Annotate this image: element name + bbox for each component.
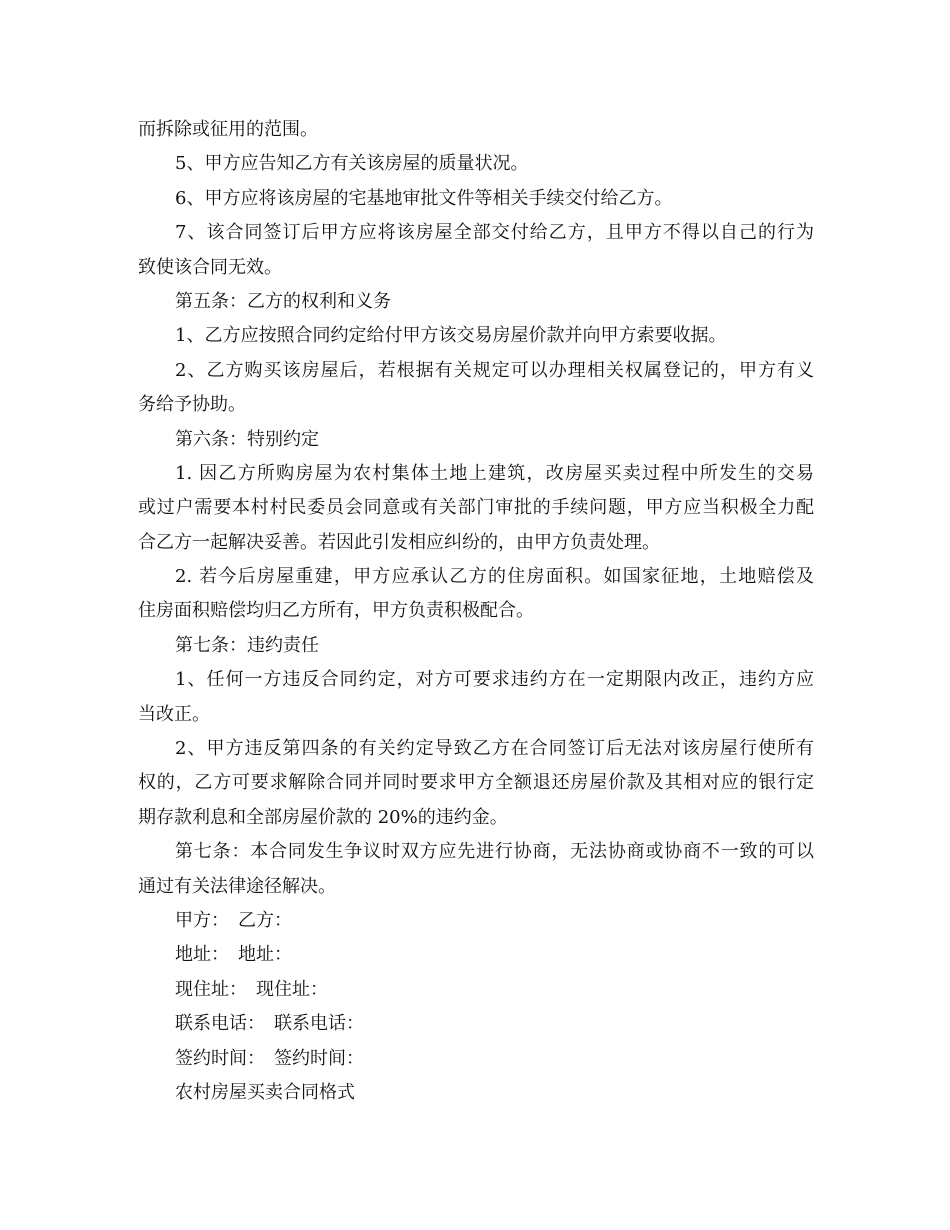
paragraph-line: 权的，乙方可要求解除合同并同时要求甲方全额退还房屋价款及其相对应的银行定 xyxy=(138,772,814,794)
paragraph-line: 期存款利息和全部房屋价款的 20%的违约金。 xyxy=(138,806,508,828)
paragraph-line: 当改正。 xyxy=(138,703,210,725)
signature-field-date: 签约时间： 签约时间： xyxy=(175,1047,364,1069)
document-title-footer: 农村房屋买卖合同格式 xyxy=(175,1081,355,1103)
signature-field-phone: 联系电话： 联系电话： xyxy=(175,1013,364,1035)
paragraph-line: 通过有关法律途径解决。 xyxy=(138,875,336,897)
paragraph-line: 1、乙方应按照合同约定给付甲方该交易房屋价款并向甲方索要收据。 xyxy=(175,325,727,347)
section-heading: 第七条：违约责任 xyxy=(175,634,319,656)
paragraph-line: 1、任何一方违反合同约定，对方可要求违约方在一定期限内改正，违约方应 xyxy=(175,669,814,691)
section-heading: 第六条：特别约定 xyxy=(175,428,319,450)
paragraph-line: 住房面积赔偿均归乙方所有，甲方负责积极配合。 xyxy=(138,600,534,622)
signature-field-address: 地址： 地址： xyxy=(175,944,292,966)
paragraph-line: 6、甲方应将该房屋的宅基地审批文件等相关手续交付给乙方。 xyxy=(175,187,673,209)
paragraph-line: 而拆除或征用的范围。 xyxy=(138,119,318,140)
document-page xyxy=(138,113,814,1110)
signature-field-party: 甲方： 乙方： xyxy=(175,909,292,931)
signature-field-current-address: 现住址： 现住址： xyxy=(175,978,328,1000)
paragraph-line: 7、该合同签订后甲方应将该房屋全部交付给乙方，且甲方不得以自己的行为 xyxy=(175,222,814,244)
section-heading: 第七条：本合同发生争议时双方应先进行协商，无法协商或协商不一致的可以 xyxy=(175,841,814,863)
section-heading: 第五条：乙方的权利和义务 xyxy=(175,290,391,312)
paragraph-line: 务给予协助。 xyxy=(138,394,246,416)
paragraph-line: 2. 若今后房屋重建，甲方应承认乙方的住房面积。如国家征地，土地赔偿及 xyxy=(175,566,814,588)
paragraph-line: 2、乙方购买该房屋后，若根据有关规定可以办理相关权属登记的，甲方有义 xyxy=(175,359,814,381)
paragraph-line: 1. 因乙方所购房屋为农村集体土地上建筑，改房屋买卖过程中所发生的交易 xyxy=(175,462,814,484)
paragraph-line: 致使该合同无效。 xyxy=(138,256,282,278)
paragraph-line: 合乙方一起解决妥善。若因此引发相应纠纷的，由甲方负责处理。 xyxy=(138,531,660,553)
paragraph-line: 5、甲方应告知乙方有关该房屋的质量状况。 xyxy=(175,153,529,175)
paragraph-line: 2、甲方违反第四条的有关约定导致乙方在合同签订后无法对该房屋行使所有 xyxy=(175,738,814,760)
paragraph-line: 或过户需要本村村民委员会同意或有关部门审批的手续问题，甲方应当积极全力配 xyxy=(138,497,814,519)
